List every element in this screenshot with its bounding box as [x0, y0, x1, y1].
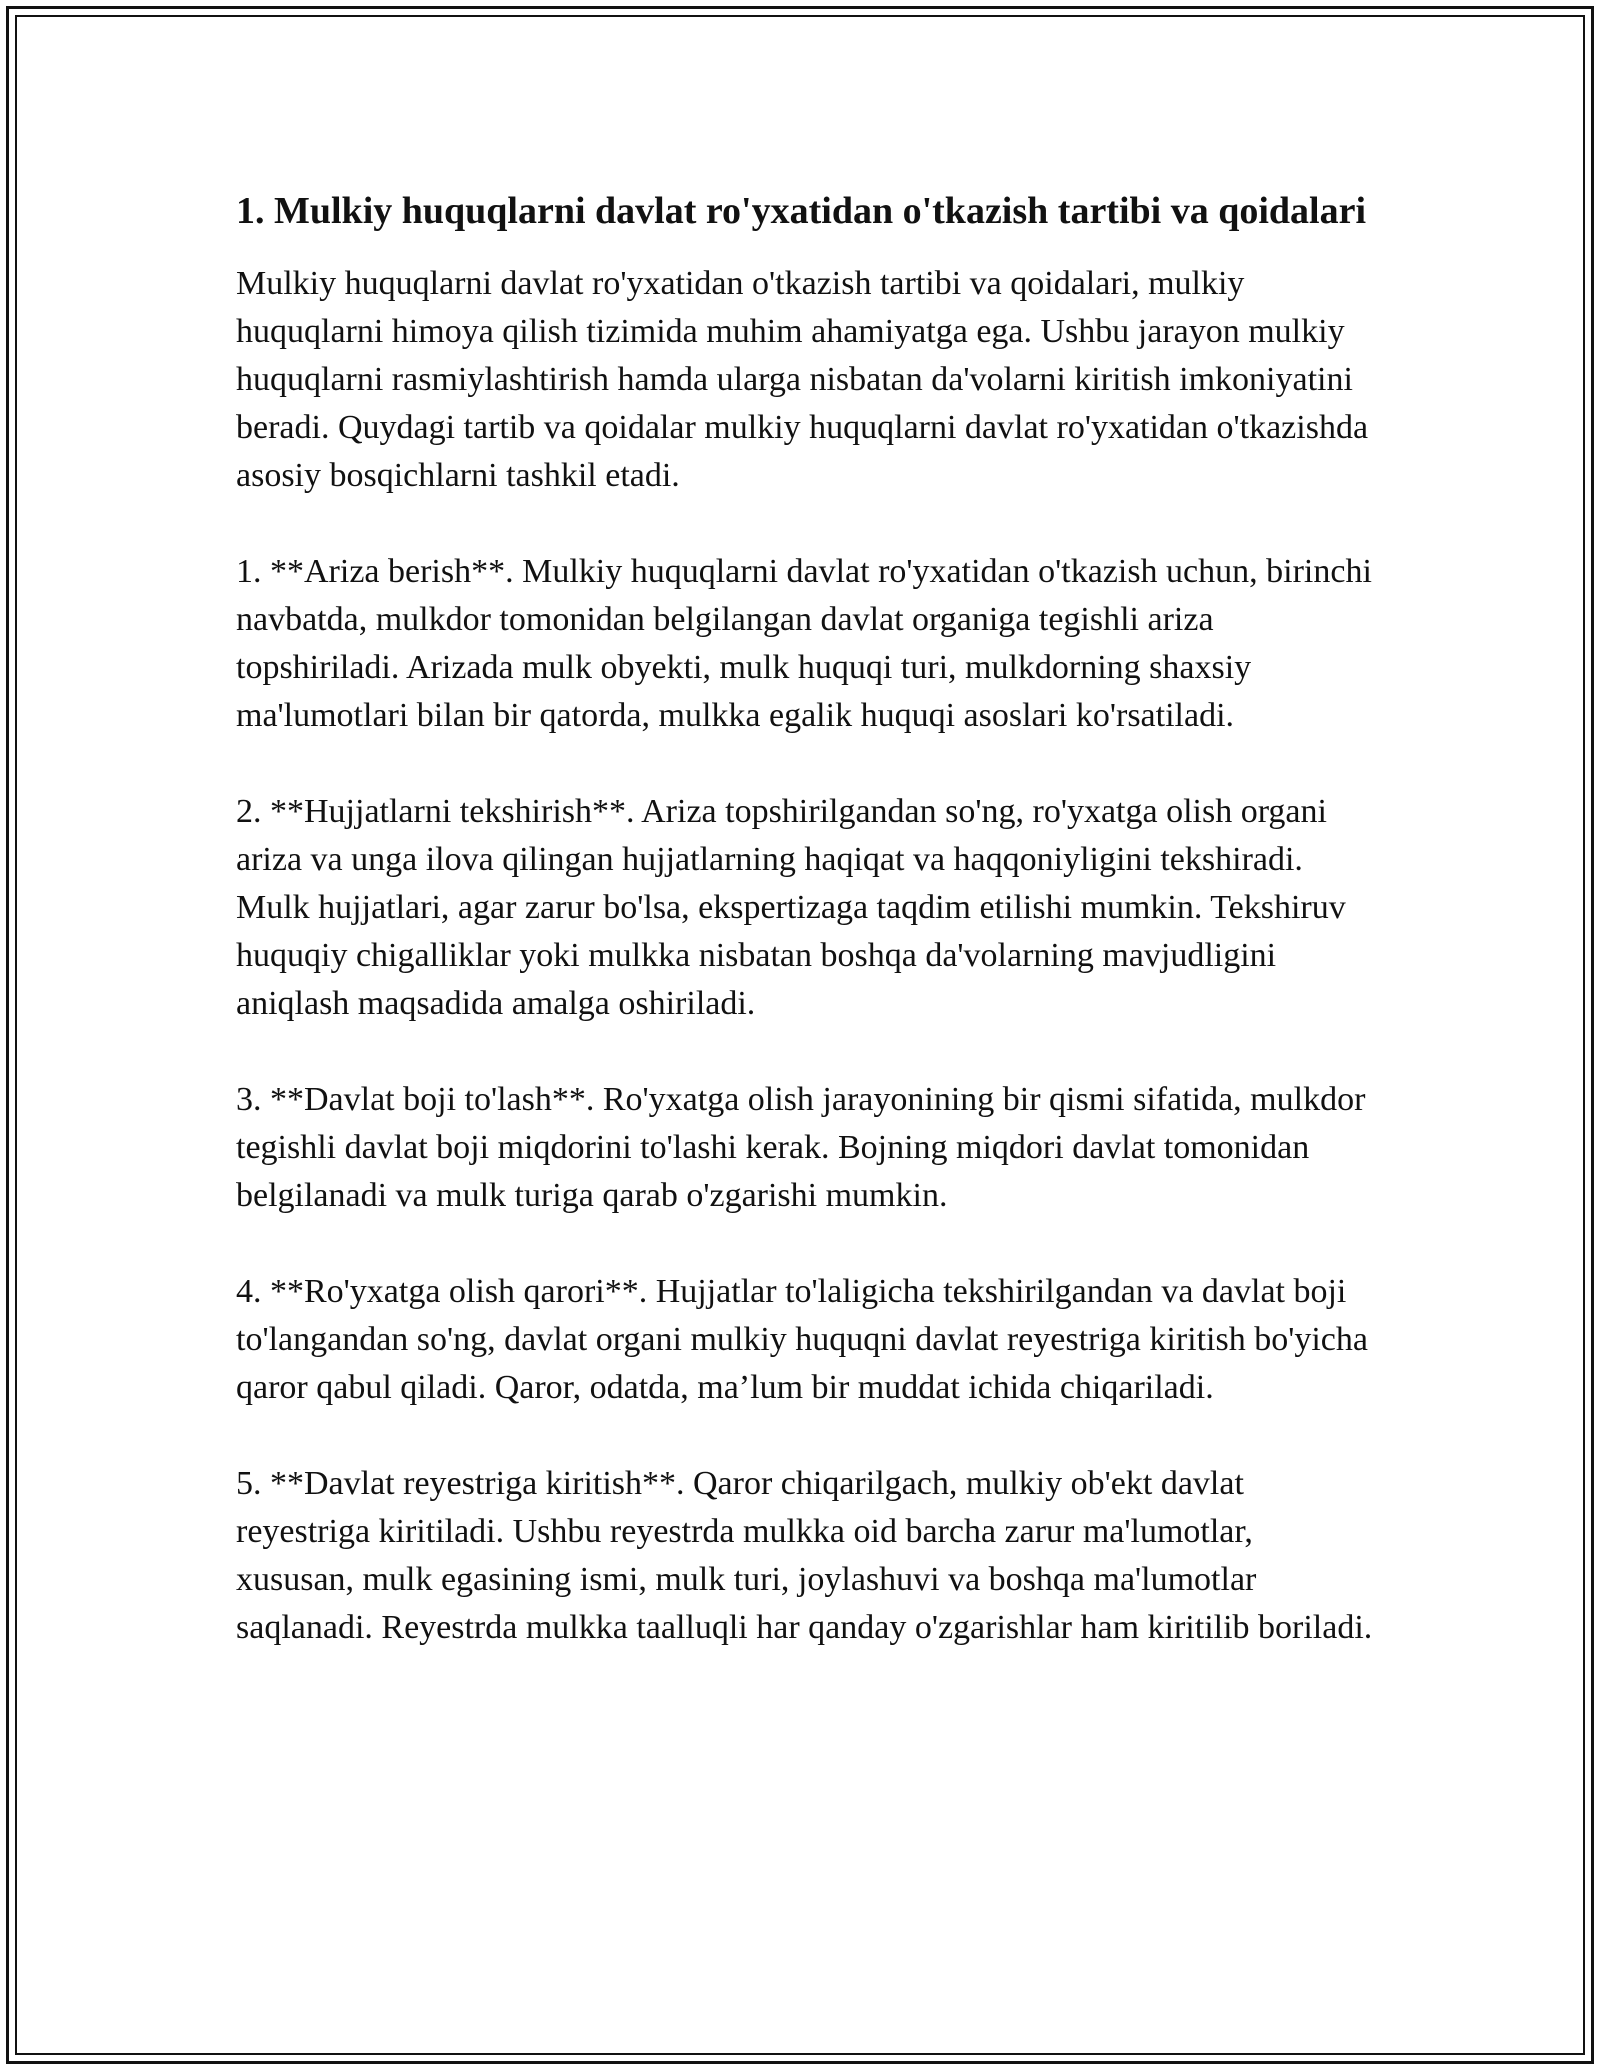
step-3-paragraph: 3. **Davlat boji to'lash**. Ro'yxatga olish jarayonining bir qismi sifatida, mulkdor tegishli davlat boji miqdorini to'lashi kerak. Bojning miqdori davlat tomonidan belgilanadi va mulk turiga qarab o'zgarishi mumkin. — [236, 1081, 1366, 1214]
step-2-paragraph: 2. **Hujjatlarni tekshirish**. Ariza topshirilgandan so'ng, ro'yxatga olish organi ariza va unga ilova qilingan hujjatlarning haqiqat va haqqoniyligini tekshiradi. Mulk hujjatlari, agar zarur bo'lsa, ekspertizaga taqdim etilishi mumkin. Tekshiruv huquqiy chigalliklar yoki mulkka nisbatan boshqa da'volarning mavjudligini aniqlash maqsadida amalga oshiriladi. — [236, 793, 1346, 1022]
step-5-paragraph: 5. **Davlat reyestriga kiritish**. Qaror chiqarilgach, mulkiy ob'ekt davlat reyestriga kiritiladi. Ushbu reyestrda mulkka oid barcha zarur ma'lumotlar, xususan, mulk egasining ismi, mulk turi, joylashuvi va boshqa ma'lumotlar saqlanadi. Reyestrda mulkka taalluqli har qanday o'zgarishlar ham kiritilib boriladi. — [236, 1465, 1373, 1646]
step-1-paragraph: 1. **Ariza berish**. Mulkiy huquqlarni davlat ro'yxatidan o'tkazish uchun, birinchi navbatda, mulkdor tomonidan belgilangan davlat organiga tegishli ariza topshiriladi. Arizada mulk obyekti, mulk huquqi turi, mulkdorning shaxsiy ma'lumotlari bilan bir qatorda, mulkka egalik huquqi asoslari ko'rsatiladi. — [236, 553, 1372, 734]
step-4-paragraph: 4. **Ro'yxatga olish qarori**. Hujjatlar to'laligicha tekshirilgandan va davlat boji to'langandan so'ng, davlat organi mulkiy huquqni davlat reyestriga kiritish bo'yicha qaror qabul qiladi. Qaror, odatda, ma’lum bir muddat ichida chiqariladi. — [236, 1273, 1368, 1406]
document-title: 1. Mulkiy huquqlarni davlat ro'yxatidan o'tkazish tartibi va qoidalari — [236, 190, 1367, 232]
intro-paragraph: Mulkiy huquqlarni davlat ro'yxatidan o'tkazish tartibi va qoidalari, mulkiy huquqlarni himoya qilish tizimida muhim ahamiyatga ega. Ushbu jarayon mulkiy huquqlarni rasmiylashtirish hamda ularga nisbatan da'volarni kiritish imkoniyatini beradi. Quydagi tartib va qoidalar mulkiy huquqlarni davlat ro'yxatidan o'tkazishda asosiy bosqichlarni tashkil etadi. — [236, 265, 1369, 494]
document-body — [236, 184, 1376, 1700]
